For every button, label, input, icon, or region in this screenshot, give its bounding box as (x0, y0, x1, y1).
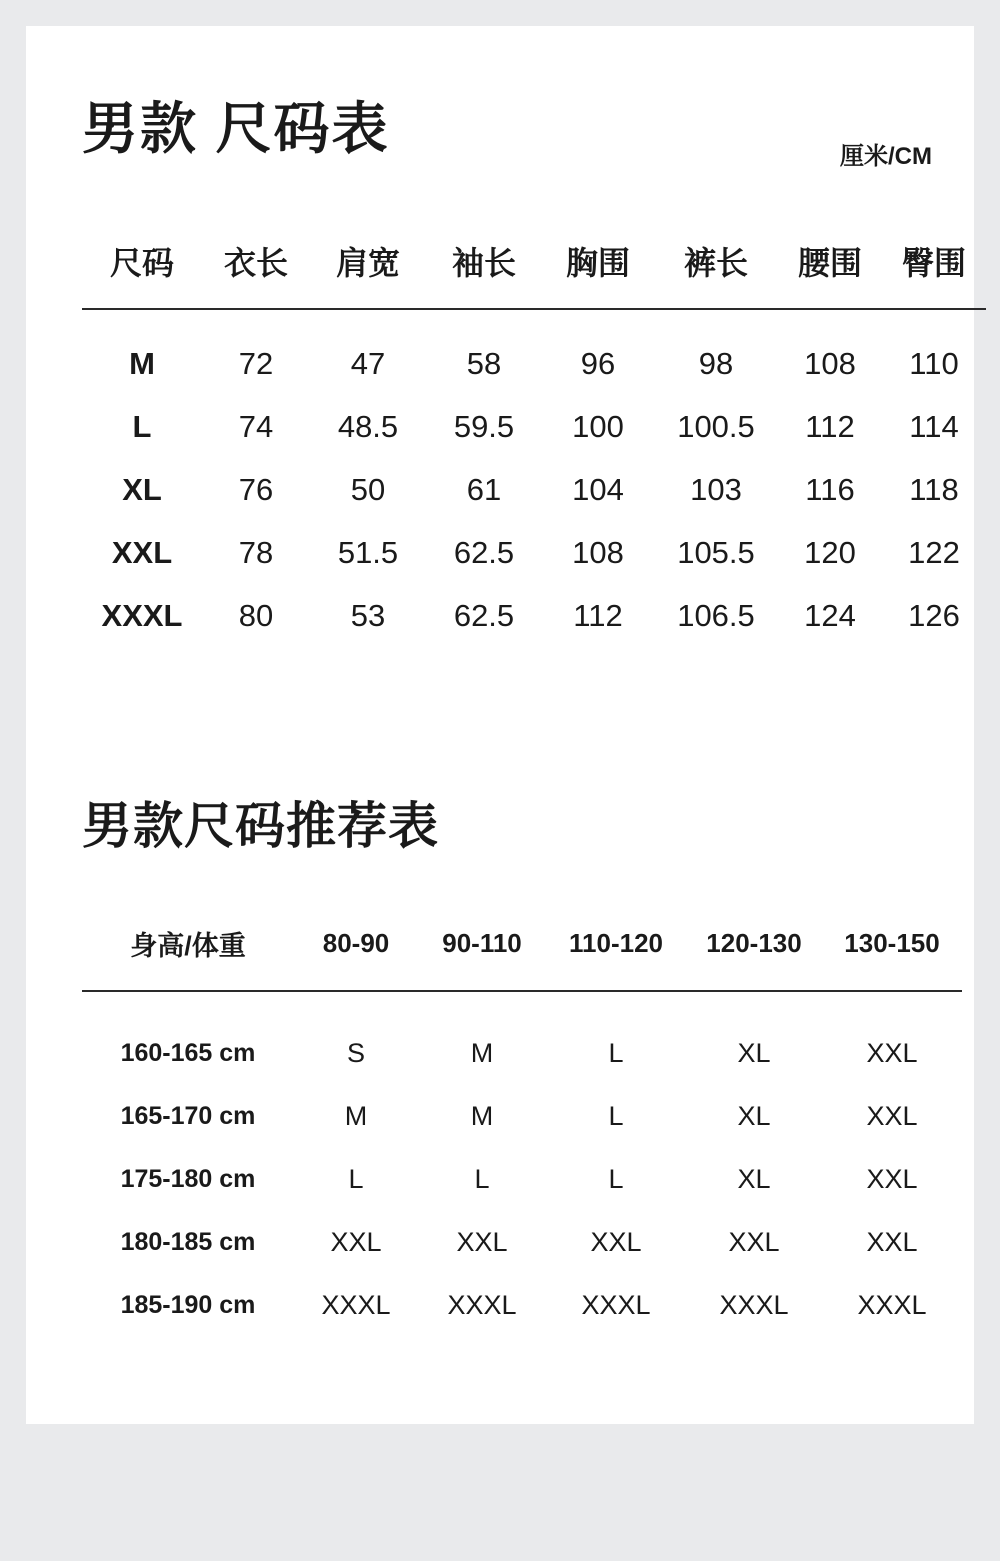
size-measurements-table (82, 226, 986, 647)
cell-recommended-size: XL (737, 1164, 771, 1194)
table-row (82, 1274, 962, 1337)
column-header-weight-120-130: 120-130 (706, 927, 802, 958)
column-header-shoulder: 肩宽 (335, 245, 400, 281)
column-header-sleeve: 袖长 (451, 245, 516, 281)
row-header-size: XL (122, 471, 162, 507)
table-row (82, 521, 986, 584)
row-header-height: 175-180 cm (120, 1165, 256, 1193)
cell-shoulder: 53 (350, 597, 386, 633)
cell-recommended-size: XXXL (857, 1290, 927, 1320)
cell-recommended-size: S (346, 1038, 365, 1068)
row-header-size: XXL (111, 534, 173, 570)
cell-shoulder: 51.5 (337, 534, 399, 570)
cell-chest: 104 (572, 471, 624, 507)
size-recommendation-table (82, 906, 962, 1337)
size-chart-header (26, 98, 974, 208)
cell-recommended-size: XXXL (447, 1290, 517, 1320)
column-header-chest: 胸围 (565, 245, 630, 281)
cell-recommended-size: XXL (330, 1227, 382, 1257)
column-header-weight-90-110: 90-110 (442, 927, 522, 958)
table-row (82, 458, 986, 521)
table-row (82, 1148, 962, 1211)
cell-hip: 122 (908, 534, 960, 570)
cell-recommended-size: XXXL (321, 1290, 391, 1320)
row-header-height: 180-185 cm (120, 1228, 256, 1256)
cell-recommended-size: L (348, 1164, 364, 1194)
cell-hip: 110 (909, 345, 959, 381)
cell-recommended-size: XL (737, 1101, 771, 1131)
cell-sleeve: 61 (466, 471, 502, 507)
cell-sleeve: 62.5 (453, 534, 515, 570)
cell-shoulder: 47 (350, 345, 386, 381)
unit-label: 厘米/CM (840, 143, 932, 170)
cell-shoulder: 48.5 (337, 408, 399, 444)
column-header-weight-110-120: 110-120 (569, 927, 663, 958)
cell-chest: 112 (573, 597, 623, 633)
row-header-size: M (129, 345, 155, 381)
cell-hip: 118 (909, 471, 959, 507)
cell-pants-length: 100.5 (677, 408, 755, 444)
cell-shoulder: 50 (350, 471, 386, 507)
cell-hip: 126 (908, 597, 960, 633)
cell-recommended-size: XXXL (581, 1290, 651, 1320)
row-header-height: 160-165 cm (120, 1039, 256, 1067)
cell-length: 72 (238, 345, 274, 381)
table-row (82, 584, 986, 647)
cell-recommended-size: XXL (456, 1227, 508, 1257)
row-header-height: 165-170 cm (120, 1102, 256, 1130)
cell-chest: 96 (580, 345, 616, 381)
mens-size-chart-section (26, 26, 974, 633)
cell-length: 78 (238, 534, 274, 570)
cell-recommended-size: XXL (866, 1227, 918, 1257)
cell-waist: 112 (805, 408, 855, 444)
cell-length: 76 (238, 471, 274, 507)
table-row (82, 991, 962, 1085)
cell-pants-length: 103 (690, 471, 742, 507)
cell-hip: 114 (909, 408, 959, 444)
cell-pants-length: 105.5 (677, 534, 755, 570)
column-header-hip: 臀围 (901, 245, 966, 281)
cell-recommended-size: L (608, 1164, 624, 1194)
cell-chest: 108 (572, 534, 624, 570)
column-header-waist: 腰围 (797, 245, 862, 281)
column-header-pants-length: 裤长 (683, 245, 748, 281)
cell-recommended-size: XXL (728, 1227, 780, 1257)
row-header-size: XXXL (101, 597, 183, 633)
table-row (82, 1085, 962, 1148)
cell-waist: 120 (804, 534, 856, 570)
cell-length: 80 (238, 597, 274, 633)
column-header-weight-80-90: 80-90 (322, 927, 390, 958)
cell-sleeve: 62.5 (453, 597, 515, 633)
cell-sleeve: 58 (466, 345, 502, 381)
column-header-height-weight: 身高/体重 (130, 930, 246, 961)
column-header-length: 衣长 (223, 245, 288, 281)
cell-recommended-size: M (344, 1101, 368, 1131)
cell-recommended-size: L (608, 1101, 624, 1131)
size-chart-page (26, 26, 974, 1424)
cell-waist: 124 (804, 597, 856, 633)
cell-recommended-size: XXXL (719, 1290, 789, 1320)
table-row (82, 395, 986, 458)
table-header-row (82, 906, 962, 991)
column-header-size: 尺码 (109, 245, 174, 281)
table-row (82, 1211, 962, 1274)
cell-recommended-size: L (474, 1164, 490, 1194)
table-row (82, 309, 986, 395)
row-header-size: L (132, 408, 152, 444)
cell-sleeve: 59.5 (453, 408, 515, 444)
page-title: 男款 尺码表 (82, 97, 390, 160)
cell-recommended-size: XXL (866, 1038, 918, 1068)
cell-chest: 100 (572, 408, 624, 444)
section-title-recommendation: 男款尺码推荐表 (82, 798, 439, 854)
cell-pants-length: 106.5 (677, 597, 755, 633)
cell-length: 74 (238, 408, 274, 444)
cell-recommended-size: XXL (590, 1227, 642, 1257)
column-header-weight-130-150: 130-150 (844, 927, 940, 958)
cell-recommended-size: M (470, 1038, 494, 1068)
cell-recommended-size: XXL (866, 1164, 918, 1194)
cell-recommended-size: XXL (866, 1101, 918, 1131)
cell-waist: 108 (804, 345, 856, 381)
cell-recommended-size: XL (737, 1038, 771, 1068)
table-header-row (82, 226, 986, 309)
cell-recommended-size: L (608, 1038, 624, 1068)
cell-pants-length: 98 (698, 345, 734, 381)
cell-waist: 116 (805, 471, 855, 507)
cell-recommended-size: M (470, 1101, 494, 1131)
row-header-height: 185-190 cm (120, 1291, 256, 1319)
